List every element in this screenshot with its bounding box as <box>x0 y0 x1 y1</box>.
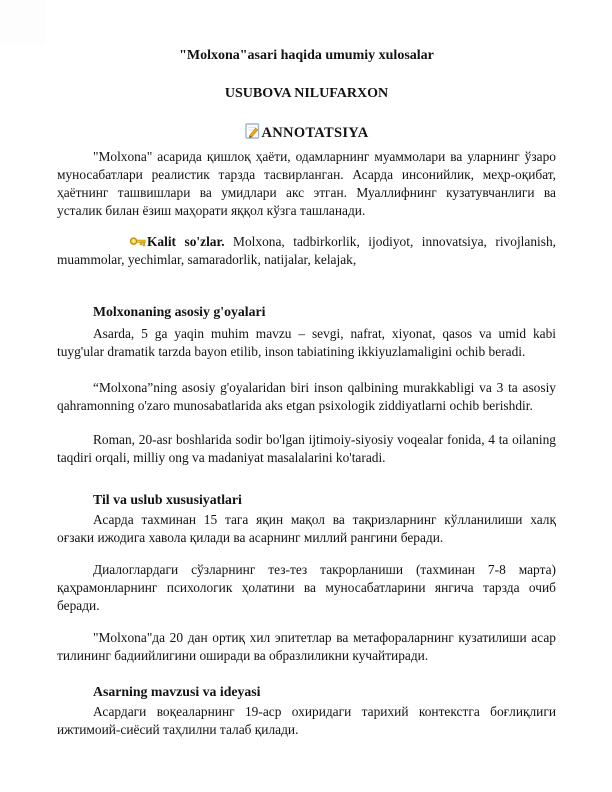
document-title: "Molxona"asari haqida umumiy xulosalar <box>179 48 434 63</box>
section-paragraph: Roman, 20-asr boshlarida sodir bo'lgan ijtimoiy-siyosiy voqealar fonida, 4 ta oilaning taqdiri orqali, milliy ong va madaniyat masalalarini ko'taradi. <box>57 432 556 465</box>
author-name: USUBOVA NILUFARXON <box>224 86 389 101</box>
section-paragraph: "Molxona"да 20 дан ортиқ хил эпитетлар ва метафораларнинг кузатилиши асар тилининг бадиийлигини оширади ва образлиликни кучайтиради. <box>57 630 556 663</box>
keywords-label: Kalit so'zlar. <box>147 234 225 249</box>
annotation-paragraph: "Molxona" асарида қишлоқ ҳаёти, одамларнинг муаммолари ва уларнинг ўзаро муносабатлари реалистик тарзда тасвирланган. Асарда инсонийлик, меҳр-оқибат, ҳаётнинг ташвишлари ва умидлари акс этган. Муаллифнинг кузатувчанлиги ва усталик билан ёзиш маҳорати яққол кўзга ташланади. <box>57 149 556 218</box>
gold-key-icon <box>93 234 146 248</box>
section-paragraph: Асардаги воқеаларнинг 19-аср охиридаги тарихий контекстга боғлиқлиги ижтимоий-сиёсий таҳлилни талаб қилади. <box>57 704 556 737</box>
section-heading-language-style: Til va uslub xususiyatlari <box>93 492 242 507</box>
section-paragraph: Асарда тахминан 15 тага яқин мақол ва тақризларнинг кўлланилиши халқ оғзаки ижодига хавола қилади ва асарнинг миллий рангини беради. <box>57 512 556 545</box>
section-heading-theme-idea: Asarning mavzusi va ideyasi <box>93 684 261 699</box>
section-paragraph: Asarda, 5 ga yaqin muhim mavzu – sevgi, nafrat, xiyonat, qasos va umid kabi tuyg'ular dramatik tarzda bayon etilib, inson tabiatining ikkiyuzlamaligini ochib beradi. <box>57 326 556 359</box>
keywords-paragraph <box>57 233 556 269</box>
memo-pencil-icon <box>245 123 260 139</box>
section-paragraph: Диалоглардаги сўзларнинг тез-тез такрорланиши (тахминан 7-8 марта) қаҳрамонларнинг психологик ҳолатини ва муносабатларини янгича тарзда очиб беради. <box>57 562 556 613</box>
section-paragraph: “Molxona”ning asosiy g'oyalaridan biri inson qalbining murakkabligi va 3 ta asosiy qahramonning o'zaro munosabatlarida aks etgan psixologik ziddiyatlarni ochib berishdir. <box>57 380 556 413</box>
section-heading-main-ideas: Molxonaning asosiy g'oyalari <box>93 304 266 319</box>
annotation-heading-label: ANNOTATSIYA <box>261 125 369 141</box>
keywords-terms: Molxona, tadbirkorlik, ijodiyot, innovatsiya, rivojlanish, muammolar, yechimlar, samaradorlik, natijalar, kelajak, <box>57 234 557 267</box>
annotation-heading <box>57 122 556 144</box>
